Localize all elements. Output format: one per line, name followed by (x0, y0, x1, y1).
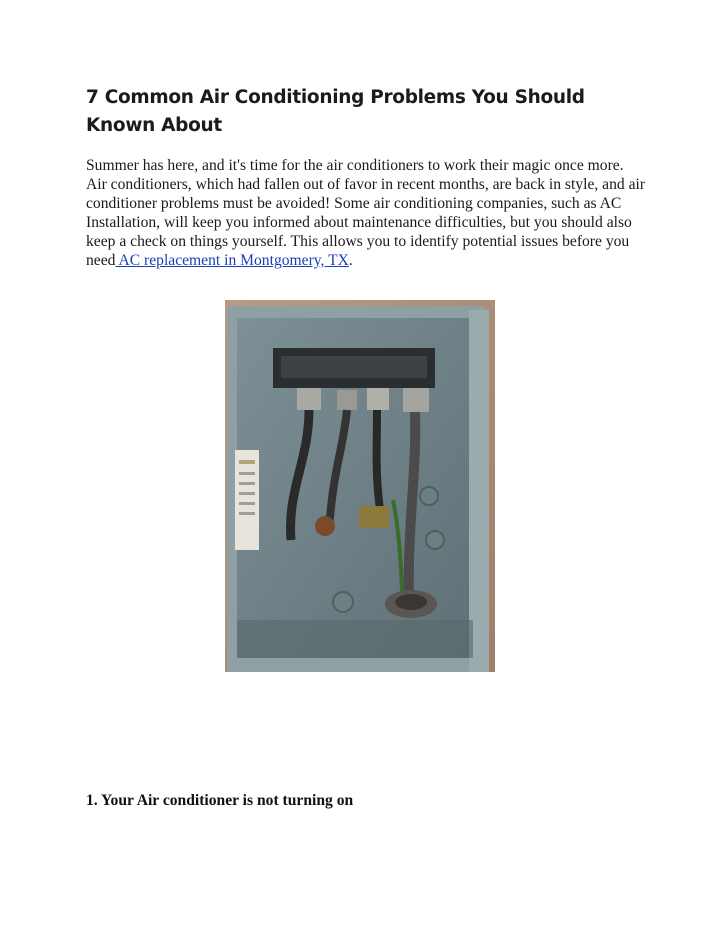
article-title: 7 Common Air Conditioning Problems You Should Known About (86, 87, 585, 136)
electrical-disconnect-box-photo (225, 300, 495, 672)
section-1-heading: 1. Your Air conditioner is not turning on (86, 792, 354, 809)
intro-end: . (348, 252, 353, 269)
intro-text: Summer has here, and it's time for the air conditioners to work their magic once more. Air conditioners, which had fallen out of favor in recent months, are back in style, and air conditioner problems must be avoided! Some air conditioning companies, such as AC Installation, will keep you informed about maintenance difficulties, but you should also keep a check on things yourself. This allows you to identify potential issues before you need (86, 157, 646, 269)
ac-replacement-link[interactable]: AC replacement in Montgomery, TX (115, 252, 349, 269)
intro-paragraph (86, 156, 646, 270)
